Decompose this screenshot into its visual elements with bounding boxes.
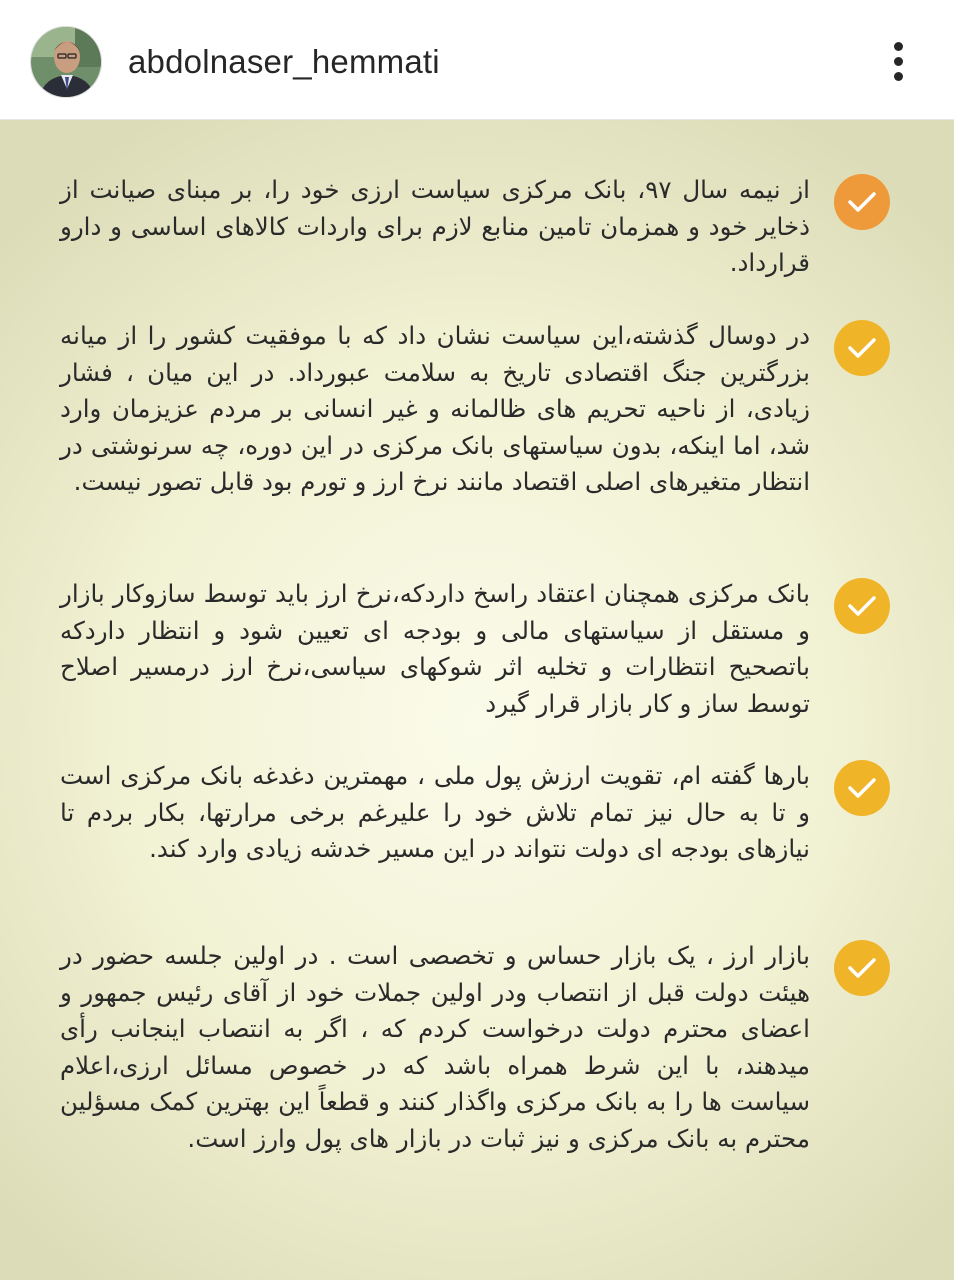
profile-photo-icon bbox=[31, 27, 102, 98]
paragraph-text: بازار ارز ، یک بازار حساس و تخصصی است . در اولین جلسه حضور در هیئت دولت قبل از انتصاب ودر اولین جملات خود از آقای رئیس جمهور و اعضای محترم دولت درخواست کردم که ، اگر به انتصاب اینجانب رأی میدهند، با این شرط همراه باشد که در خصوص مسائل ارزی،اعلام سیاست ها را به بانک مرکزی واگذار کنند و قطعاً این بهترین کمک مسؤلین محترم به بانک مرکزی و نیز ثبات در بازار های پول وارز است. bbox=[60, 941, 810, 1153]
username-link[interactable]: abdolnaser_hemmati bbox=[128, 43, 440, 80]
paragraph-text: در دوسال گذشته،این سیاست نشان داد که با موفقیت کشور را از میانه بزرگترین جنگ اقتصادی تاریخ به سلامت عبورداد. در این میان ، فشار زیادی، از ناحیه تحریم های ظالمانه و غیر انسانی بر مردم عزیزمان وارد شد، اما اینکه، بدون سیاستهای بانک مرکزی در این دوره، چه سرنوشتی در انتظار متغیرهای اصلی اقتصاد مانند نرخ ارز و تورم بود قابل تصور نیست. bbox=[60, 321, 810, 496]
post-image[interactable] bbox=[0, 120, 954, 1280]
more-options-dot bbox=[894, 57, 903, 66]
paragraph-text: بارها گفته ام، تقویت ارزش پول ملی ، مهمترین دغدغه بانک مرکزی است و تا به حال نیز تمام تلاش خود را علیرغم برخی مرارتها، بکار بردم تا نیازهای بودجه ای دولت نتواند در این مسیر خدشه زیادی وارد کند. bbox=[60, 761, 810, 863]
check-icon bbox=[834, 320, 890, 376]
more-options-button[interactable] bbox=[882, 40, 916, 84]
more-options-dot bbox=[894, 72, 903, 81]
paragraph-text: از نیمه سال ۹۷، بانک مرکزی سیاست ارزی خود را، بر مبنای صیانت از ذخایر خود و همزمان تامین منابع لازم برای واردات کالاهای اساسی و دارو قرارداد. bbox=[60, 175, 810, 277]
more-options-icon bbox=[894, 42, 903, 51]
avatar[interactable] bbox=[30, 26, 102, 98]
paragraph-text: بانک مرکزی همچنان اعتقاد راسخ داردکه،نرخ ارز باید توسط سازوکار بازار و مستقل از سیاستهای مالی و بودجه ای تعیین شود و انتظار داردکه باتصحیح انتظارات و تخلیه اثر شوکهای سیاسی،نرخ ارز درمسیر اصلاح توسط ساز و کار بازار قرار گیرد bbox=[60, 579, 810, 718]
check-icon bbox=[834, 174, 890, 230]
check-icon bbox=[834, 940, 890, 996]
post-header bbox=[0, 0, 954, 120]
check-icon bbox=[834, 578, 890, 634]
check-icon bbox=[834, 760, 890, 816]
